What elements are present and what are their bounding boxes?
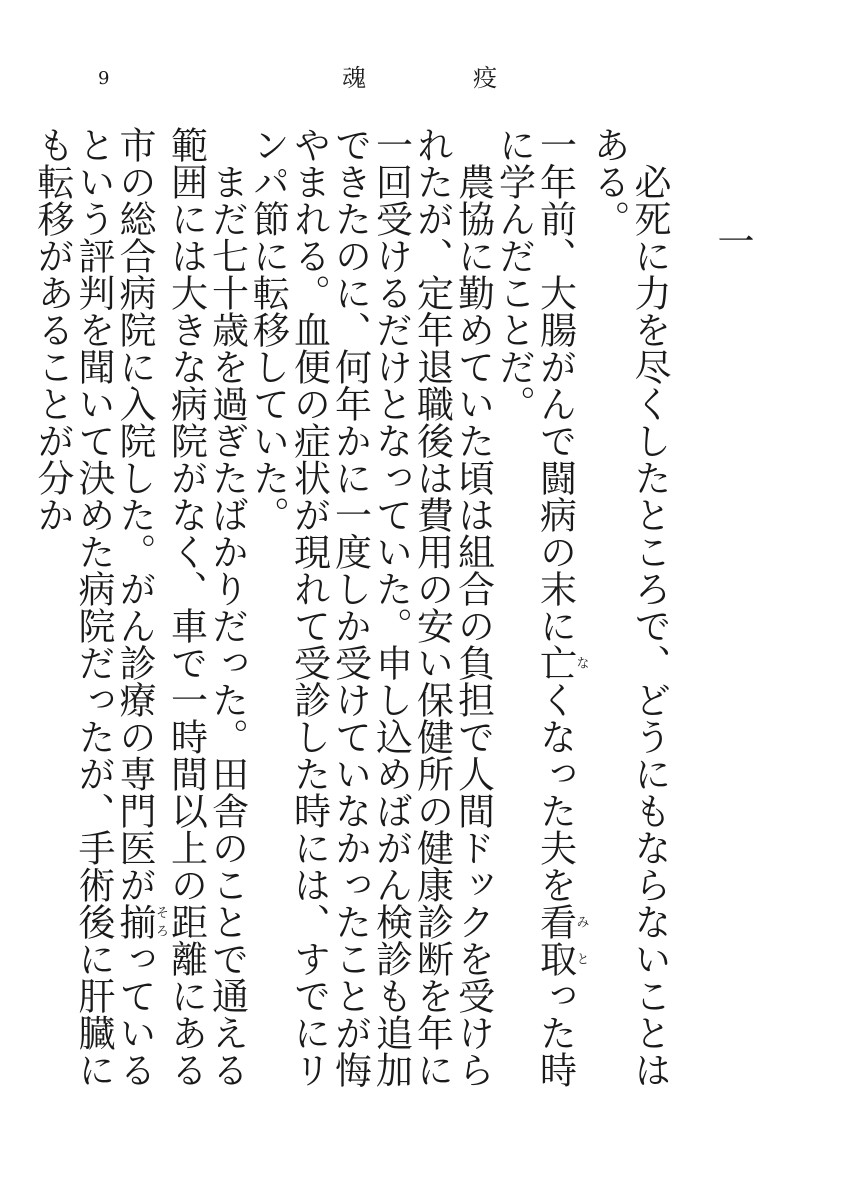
ruby-nai-base: 亡: [533, 644, 577, 681]
ruby-mito-reading: みと: [573, 903, 589, 977]
ruby-soro-reading: そろ: [153, 903, 168, 940]
paragraph-2-text-b: くなった夫を: [533, 681, 577, 903]
page-number: 9: [98, 68, 110, 89]
chapter-gap: [670, 126, 712, 1106]
ruby-mito: [533, 903, 589, 977]
paragraph-4-text-b: っているという評判を聞いて決めた病院だったが、手術後に肝臓にも転移があることが分か: [31, 126, 156, 1088]
body-text: [32, 126, 753, 1106]
ruby-nai: [533, 644, 589, 681]
ruby-nai-reading: な: [573, 644, 589, 681]
ruby-soro: [113, 903, 168, 940]
chapter-number: 一: [711, 222, 754, 259]
paragraph-2: [494, 126, 589, 1106]
paragraph-4-text-a: まだ七十歳を過ぎたばかりだった。田舎のことで通える範囲には大きな病院がなく、車で一時間以上の距離にある市の総合病院に入院した。がん診療の専門医が: [113, 126, 249, 1088]
chapter-heading: [712, 126, 753, 1106]
running-head-title-char-1: 魂: [342, 64, 366, 92]
paragraph-3: 農協に勤めていた頃は組合の負担で人間ドックを受けられたが、定年退職後は費用の安い保健所の健康診断を年に一回受けるだけとなっていた。申し込めばがん検診も追加できたのに、何年かに一度しか受けていなかったことが悔やまれる。血便の症状が現れて受診した時には、すでにリンパ節に転移していた。: [246, 126, 495, 1088]
paragraph-2-text-a: 一年前、大腸がんで闘病の末に: [533, 126, 577, 644]
paragraph-4: [32, 126, 248, 1106]
running-head-title-char-2: 疫: [473, 64, 497, 92]
paragraph-1: 必死に力を尽くしたところで、どうにもならないことはある。: [587, 126, 671, 1088]
ruby-soro-base: 揃: [113, 903, 156, 940]
ruby-mito-base: 看取: [533, 903, 577, 977]
paragraph-2-text-c: った時に学んだことだ。: [492, 126, 577, 1088]
